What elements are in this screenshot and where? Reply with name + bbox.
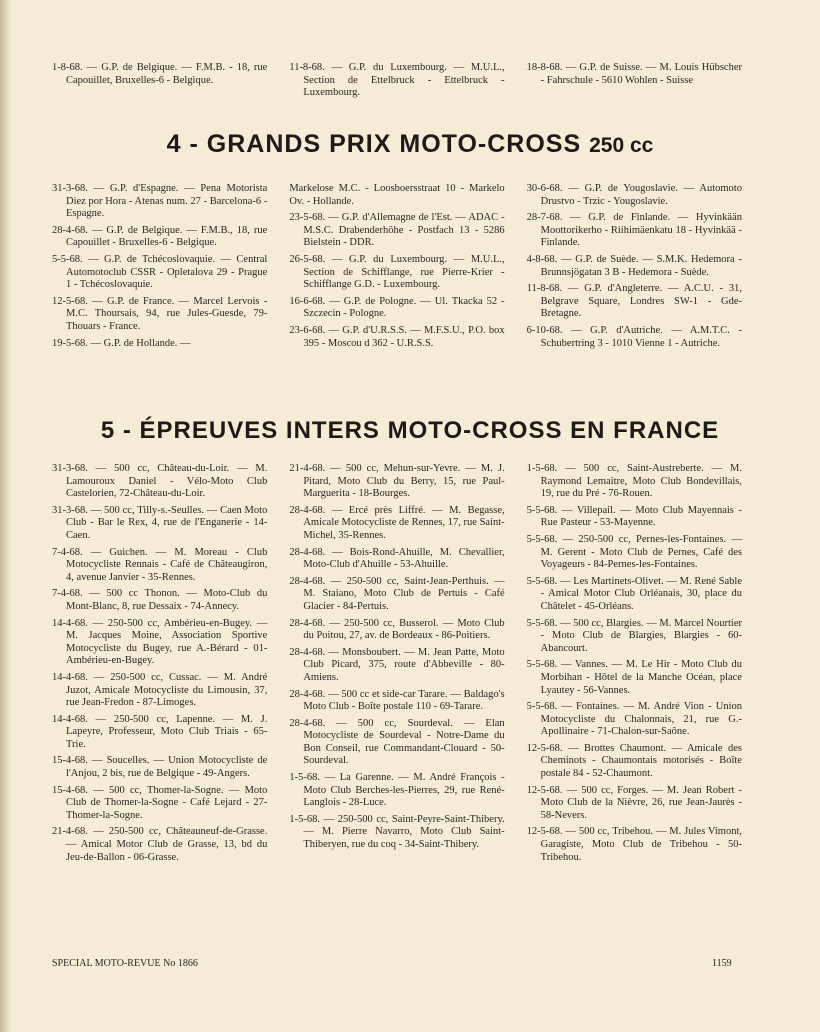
entry: 28-4-68. — G.P. de Belgique. — F.M.B., 18, rue Capouillet - Bruxelles-6 - Belgique. — [52, 224, 268, 249]
entry: 12-5-68. — G.P. de France. — Marcel Lervois - M.C. Thoursais, 94, rue Jules-Guesde, 79-Thouars - France. — [52, 295, 268, 332]
section-5-body — [52, 463, 742, 868]
entry: 28-4-68. — Monsboubert. — M. Jean Patte, Moto Club Picard, 375, route d'Abbeville - 80-Amiens. — [289, 646, 505, 683]
entry: 4-8-68. — G.P. de Suède. — S.M.K. Hedemora - Brunnsjögatan 3 B - Hedemora - Suède. — [526, 253, 742, 278]
top-col-3 — [527, 62, 742, 104]
entry: 28-4-68. — 250-500 cc, Busserol. — Moto Club du Poitou, 27, av. de Bordeaux - 86-Poitiers. — [289, 617, 505, 642]
entry: 14-4-68. — 250-500 cc, Cussac. — M. André Juzot, Amicale Motocycliste du Limousin, 37, rue Jean-Fredon - 87-Limoges. — [52, 671, 268, 709]
section-4-body — [52, 183, 742, 354]
entry: 5-5-68. — 250-500 cc, Pernes-les-Fontaines. — M. Gerent - Moto Club de Pernes, Café des Voyageurs - 84-Pernes-les-Fontaines. — [526, 533, 742, 571]
entry: 28-4-68. — 250-500 cc, Saint-Jean-Perthuis. — M. Staiano, Moto Club de Pertuis - Café Glacier - 84-Pertuis. — [289, 575, 505, 612]
entry: 23-6-68. — G.P. d'U.R.S.S. — M.F.S.U., P.O. box 395 - Moscou d 362 - U.R.S.S. — [289, 324, 505, 349]
top-col-1 — [52, 62, 267, 104]
section-4-heading — [0, 130, 820, 159]
entry: 30-6-68. — G.P. de Yougoslavie. — Automoto Drustvo - Trzic - Yougoslavie. — [526, 183, 742, 207]
s4-col-2 — [289, 183, 504, 354]
entry: 31-3-68. — 500 cc, Tilly-s.-Seulles. — Caen Moto Club - Bar le Rex, 4, rue de l'Enganerie - 14-Caen. — [52, 504, 268, 541]
entry: 5-5-68. — 500 cc, Blargies. — M. Marcel Nourtier - Moto Club de Blargies, Blargies - 60-Abancourt. — [526, 617, 742, 654]
entry: 1-5-68. — La Garenne. — M. André François - Moto Club Berches-les-Pierres, 29, rue René-Langlois - 28-Luce. — [289, 772, 505, 809]
section-number: 4 — [166, 130, 182, 158]
entry: Markelose M.C. - Loosboersstraat 10 - Markelo Ov. - Hollande. — [289, 183, 505, 207]
entry: 19-5-68. — G.P. de Hollande. — — [52, 337, 191, 349]
entry: 12-5-68. — 500 cc, Tribehou. — M. Jules Vimont, Garagiste, Moto Club de Tribehou - 50-Tribehou. — [526, 826, 742, 863]
entry: 12-5-68. — 500 cc, Forges. — M. Jean Robert - Moto Club de la Nièvre, 26, rue Jean-Jaurès - 58-Nevers. — [526, 784, 742, 821]
entry: 21-4-68. — 500 cc, Mehun-sur-Yevre. — M. J. Pitard, Moto Club du Berry, 15, rue Paul-Marguerita - 18-Bourges. — [289, 463, 505, 500]
entry: 5-5-68. — Vannes. — M. Le Hir - Moto Club du Morbihan - Hôtel de la Manche Océan, place Lyautey - 56-Vannes. — [526, 659, 742, 696]
entry: 7-4-68. — 500 cc Thonon. — Moto-Club du Mont-Blanc, 8, rue Dessaix - 74-Annecy. — [52, 588, 268, 612]
entry: 5-5-68. — Les Martinets-Olivet. — M. René Sable - Amical Motor Club Orléanais, 30, place du Châtelet - 45-Orléans. — [526, 575, 742, 612]
section-title: ÉPREUVES INTERS MOTO-CROSS EN FRANCE — [139, 417, 720, 444]
entry: 31-3-68. — 500 cc, Château-du-Loir. — M. Lamouroux Daniel - Vélo-Moto Club Castelorien, 72-Château-du-Loir. — [52, 463, 268, 500]
entry: 28-4-68. — Bois-Rond-Ahuille, M. Chevallier, Moto-Club d'Ahuille - 53-Ahuille. — [289, 546, 505, 571]
entry: 28-4-68. — Ercé près Liffré. — M. Begasse, Amicale Motocycliste de Rennes, 17, rue Saint-Michel, 35-Rennes. — [289, 504, 505, 541]
entry: 12-5-68. — Brottes Chaumont. — Amicale des Cheminots - Chaumontais motorisés - Boîte postale 84 - 52-Chaumont. — [526, 742, 742, 780]
entry: 5-5-68. — G.P. de Tchécoslovaquie. — Central Automotoclub CSSR - Opletalova 29 - Prague 1 - Tchécoslovaquie. — [52, 253, 268, 291]
section-title: GRANDS PRIX MOTO-CROSS — [206, 130, 582, 158]
entry: 14-4-68. — 250-500 cc, Lapenne. — M. J. Lapeyre, Professeur, Moto Club Triais - 65-Trie. — [52, 713, 268, 750]
entry: 1-8-68. — G.P. de Belgique. — F.M.B. - 18, rue Capouillet, Bruxelles-6 - Belgique. — [52, 62, 268, 86]
entry: 5-5-68. — Fontaines. — M. André Vion - Union Motocycliste du Chalonnais, 21, rue G.-Apollinaire - 71-Chalon-sur-Saône. — [526, 701, 742, 738]
s5-col-1 — [52, 463, 267, 868]
publication-footer: SPECIAL MOTO-REVUE No 1866 — [52, 958, 198, 969]
entry: 11-8-68. — G.P. du Luxembourg. — M.U.L., Section de Ettelbruck - Ettelbruck - Luxembourg. — [289, 62, 505, 99]
entry: 15-4-68. — 500 cc, Thomer-la-Sogne. — Moto Club de Thomer-la-Sogne - Café Lejard - 27-Thomer-la-Sogne. — [52, 784, 268, 821]
entry: 18-8-68. — G.P. de Suisse. — M. Louis Hübscher - Fahrschule - 5610 Wohlen - Suisse — [526, 62, 742, 86]
section-5-heading — [0, 417, 820, 445]
section-number: 5 — [100, 417, 116, 444]
entry: 1-5-68. — 250-500 cc, Saint-Peyre-Saint-Thibery. — M. Pierre Navarro, Moto Club Saint-Thiberyen, rue du coq - 34-Saint-Thibery. — [289, 813, 505, 851]
top-entries — [52, 62, 742, 104]
s4-col-1 — [52, 183, 267, 354]
s4-col-3 — [527, 183, 742, 354]
entry: 28-4-68. — 500 cc, Sourdeval. — Elan Motocycliste de Sourdeval - Notre-Dame du Bon Conseil, rue Commandant-Clouard - 50-Sourdeval. — [289, 717, 505, 767]
entry: 31-3-68. — G.P. d'Espagne. — Pena Motorista Diez por Hora - Atenas num. 27 - Barcelona-6 - Espagne. — [52, 183, 268, 220]
entry: 16-6-68. — G.P. de Pologne. — Ul. Tkacka 52 - Szczecin - Pologne. — [289, 295, 505, 320]
entry: 5-5-68. — Villepail. — Moto Club Mayennais - Rue Pasteur - 53-Mayenne. — [526, 504, 742, 529]
entry: 23-5-68. — G.P. d'Allemagne de l'Est. — ADAC - M.S.C. Drabenderhöhe - Postfach 13 - 5286 Bielstein - DDR. — [289, 212, 505, 249]
entry: 28-7-68. — G.P. de Finlande. — Hyvinkään Moottorikerho - Riihimäenkatu 18 - Hyvinkää - Finlande. — [526, 212, 742, 249]
entry: 1-5-68. — 500 cc, Saint-Austreberte. — M. Raymond Lemaitre, Moto Club Bondevillais, 19, rue du Pré - 76-Rouen. — [526, 463, 742, 500]
entry: 15-4-68. — Soucelles. — Union Motocycliste de l'Anjou, 2 bis, rue de Belgique - 49-Angers. — [52, 755, 268, 780]
entry: 26-5-68. — G.P. du Luxembourg. — M.U.L., Section de Schifflange, rue Pierre-Krier - Schifflange G.D. - Luxembourg. — [289, 253, 505, 291]
entry: 28-4-68. — 500 cc et side-car Tarare. — Baldago's Moto Club - Boîte postale 110 - 69-Tarare. — [289, 688, 505, 713]
page-number: 1159 — [712, 958, 732, 969]
entry: 14-4-68. — 250-500 cc, Ambérieu-en-Bugey. — M. Jacques Moine, Association Sportive Motocycliste du Bugey, rue A.-Bérard - 01-Ambérieu-en-Bugey. — [52, 617, 268, 667]
section-dash: - — [189, 130, 207, 158]
section-class: 250 cc — [589, 134, 654, 157]
s5-col-2 — [289, 463, 504, 868]
s5-col-3 — [527, 463, 742, 868]
entry: 11-8-68. — G.P. d'Angleterre. — A.C.U. - 31, Belgrave Square, Londres SW-1 - Gde-Bretagne. — [526, 283, 742, 320]
section-dash: - — [122, 417, 140, 444]
entry: 7-4-68. — Guichen. — M. Moreau - Club Motocycliste Rennais - Café de Châteaugiron, 4, avenue Janvier - 35-Rennes. — [52, 546, 268, 583]
entry: 21-4-68. — 250-500 cc, Châteauneuf-de-Grasse. — Amical Motor Club de Grasse, 13, bd du Jeu-de-Ballon - 06-Grasse. — [52, 826, 268, 863]
top-col-2 — [289, 62, 504, 104]
entry: 6-10-68. — G.P. d'Autriche. — A.M.T.C. - Schubertring 3 - 1010 Vienne 1 - Autriche. — [526, 324, 742, 349]
